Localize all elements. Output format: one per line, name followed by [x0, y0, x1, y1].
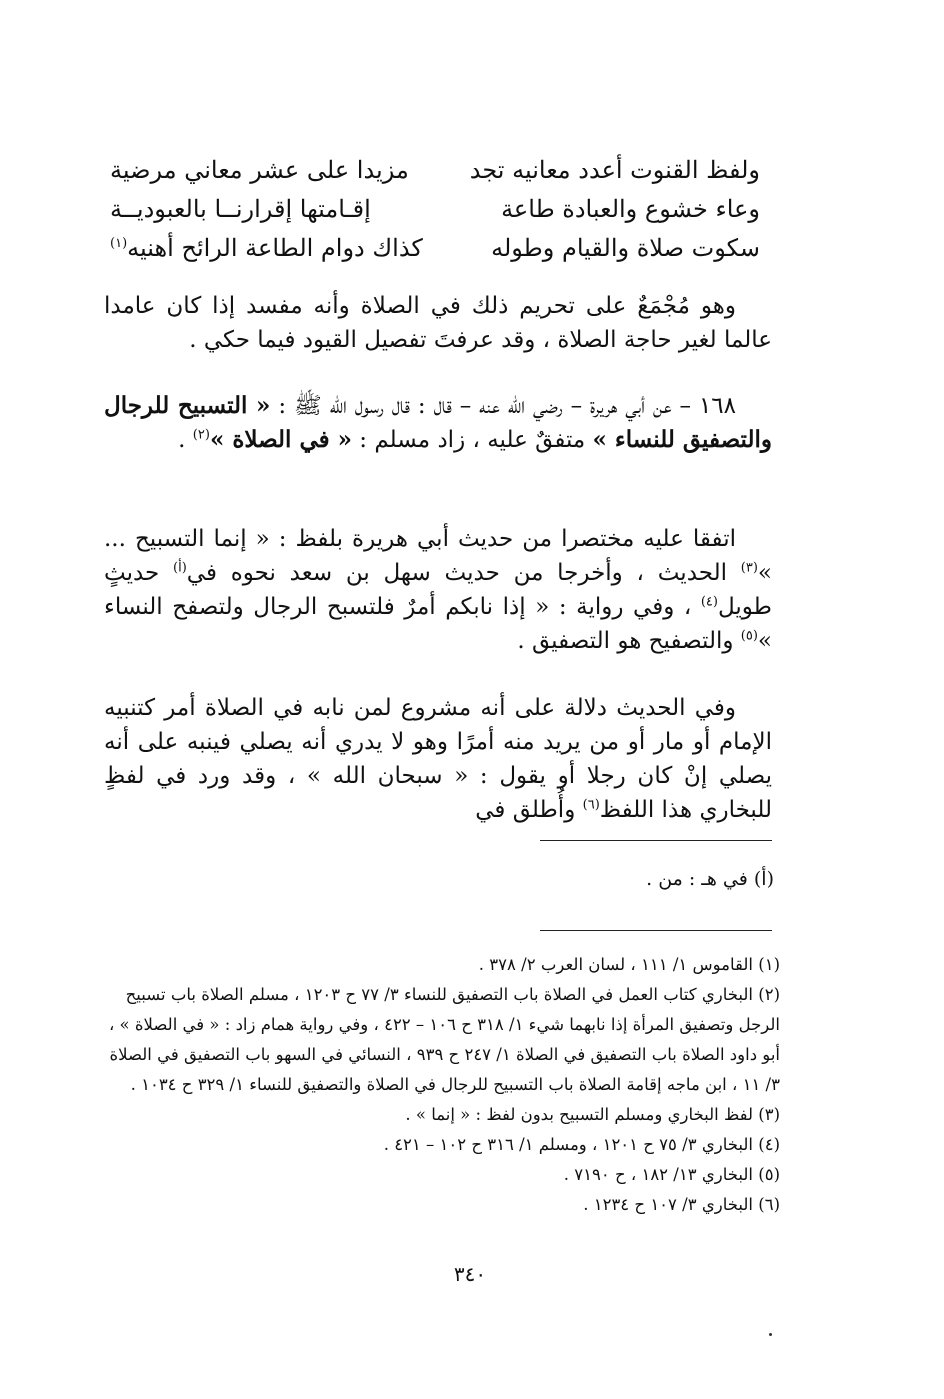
paragraph-line: الصلاة ، وقد عرفتَ تفصيل القيود فيما حكي . [189, 327, 617, 353]
hadith-quote: « التسبيح للرجال والتصفيق للنساء » [104, 392, 772, 453]
verse-second-hemistich [110, 234, 423, 262]
poem-verse [110, 150, 760, 189]
footnote: (٣) لفظ البخاري ومسلم التسبيح بدون لفظ : « إنما » . [405, 1105, 780, 1124]
variant-note: (أ) في هـ : من . [646, 868, 774, 890]
text-run: حديثٍ طويل [104, 560, 772, 620]
footnote-separator [540, 840, 772, 841]
footnote-separator [540, 930, 772, 931]
text-run: وفي الحديث دلالة على أنه مشروع لمن نابه في الصلاة أمر كتنبيه الإمام أو مار أو من يريد منه أمرًا وهو لا يدري أنه يصلي فينبه على أنه يصلي إنْ كان رجلا أو يقول : « سبحان الله » ، وقد ورد في لفظٍ للبخاري هذا اللفظ [104, 695, 772, 823]
footnote-ref: (٥) [740, 628, 758, 644]
footnote-ref: (١) [110, 235, 128, 251]
paragraph-takhrij [104, 522, 772, 658]
hadith-end: . [178, 427, 193, 453]
hadith-mid: متفقٌ عليه ، زاد مسلم : [352, 427, 593, 453]
verse-first-hemistich: وعاء خشوع والعبادة طاعة [501, 194, 760, 223]
footnote-ref: (٣) [740, 560, 758, 576]
paragraph-commentary [104, 691, 772, 827]
footnote: الرجل وتصفيق المرأة إذا نابهما شيء ١/ ٣١٨ ح ١٠٦ – ٤٢٢ ، وفي رواية همام زاد : « في الصلاة » ، [108, 1015, 780, 1034]
hadith-168 [104, 389, 772, 457]
verse-second-hemistich: مزيدا على عشر معاني مرضية [110, 155, 409, 184]
hadith-intro: ١٦٨ – عن أبي هريرة – رضي الله عنه – قال : قال رسول الله ﷺ : [278, 393, 737, 419]
text-run: والتصفيح هو التصفيق . [517, 628, 741, 654]
footnote: (٤) البخاري ٣/ ٧٥ ح ١٢٠١ ، ومسلم ١/ ٣١٦ ح ١٠٢ – ٤٢١ . [383, 1135, 780, 1154]
footnote: (٢) البخاري كتاب العمل في الصلاة باب التصفيق للنساء ٣/ ٧٧ ح ١٢٠٣ ، مسلم الصلاة باب تسبيح [125, 985, 780, 1004]
poem-verse [110, 228, 760, 267]
text-run: وأُطلق في [475, 797, 583, 823]
paragraph-line: وهو مُجْمَعٌ على تحريم ذلك في الصلاة وأنه مفسد إذا كان عامدا عالما لغير حاجة [104, 293, 772, 353]
scan-speck [769, 1333, 772, 1336]
footnote: أبو داود الصلاة باب التصفيق في الصلاة ١/ ٢٤٧ ح ٩٣٩ ، النسائي في السهو باب التصفيق في الصلاة [109, 1045, 780, 1064]
footnote: (١) القاموس ١/ ١١١ ، لسان العرب ٢/ ٣٧٨ . [478, 955, 780, 974]
text-run: الحديث ، وأخرجا من حديث سهل بن سعد نحوه في [186, 560, 741, 586]
hadith-addition: « في الصلاة » [209, 426, 352, 453]
footnote-ref: (٢) [192, 427, 210, 443]
page-number: ٣٤٠ [453, 1262, 487, 1286]
footnote-ref: (أ) [173, 560, 187, 576]
verse-first-hemistich: ولفظ القنوت أعدد معانيه تجد [469, 155, 760, 184]
text-run: ، وفي رواية : « إذا نابكم أمرٌ فلتسبح الرجال ولتصفح النساء » [104, 594, 772, 654]
footnote: (٥) البخاري ١٣/ ١٨٢ ، ح ٧١٩٠ . [563, 1165, 780, 1184]
footnote-ref: (٤) [700, 594, 718, 610]
footnote: (٦) البخاري ٣/ ١٠٧ ح ١٢٣٤ . [583, 1195, 780, 1214]
poem-verse [110, 189, 760, 228]
verse-first-hemistich: سكوت صلاة والقيام وطوله [491, 233, 760, 262]
footnote-ref: (٦) [582, 797, 600, 813]
footnote: ٣/ ١١ ، ابن ماجه إقامة الصلاة باب التسبيح للرجال في الصلاة والتصفيق للنساء ١/ ٣٢٩ ح ١٠٣٤ . [130, 1075, 780, 1094]
footnotes [104, 950, 780, 1220]
verse-second-hemistich: إقـامتها إقرارنــا بالعبوديــة [110, 194, 371, 223]
paragraph-consensus [104, 289, 772, 357]
verse-text: كذاك دوام الطاعة الرائح أهنيه [127, 233, 423, 262]
text-run: اتفقا عليه مختصرا من حديث أبي هريرة بلفظ : « إنما التسبيح ... » [104, 526, 772, 586]
poem [110, 150, 760, 267]
